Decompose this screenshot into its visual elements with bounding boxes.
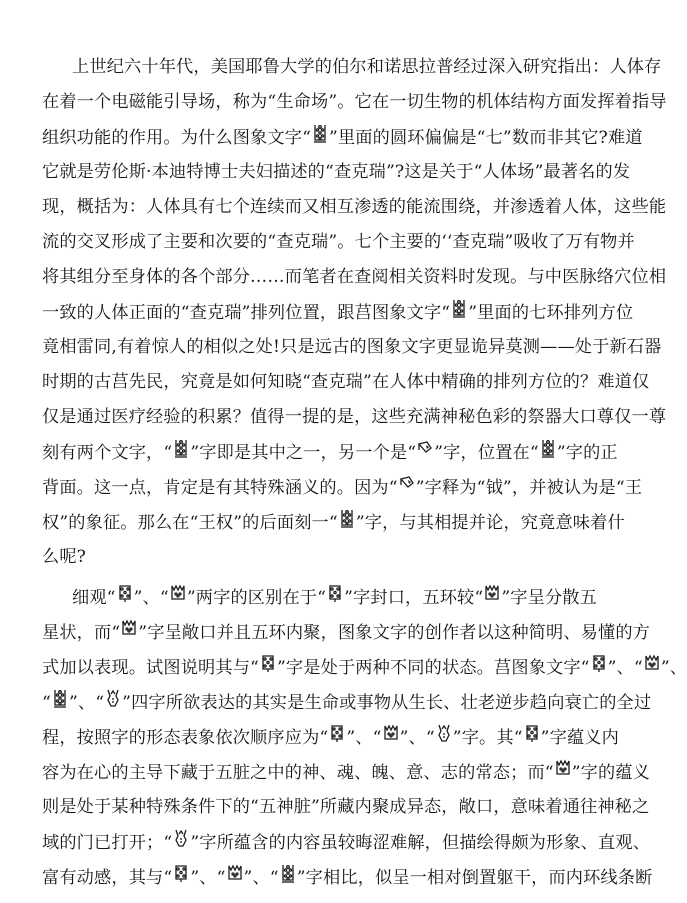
paragraph-1-line-6: 流的交叉形成了主要和次要的“查克瑞”。七个主要的‘‘查克瑞”吸收了万有物并	[42, 232, 635, 252]
paragraph-1-line-11: 仅是通过医疗经验的积累？值得一提的是，这些充满神秘色彩的祭器大口尊仅一尊	[42, 407, 667, 427]
paragraph-1-line-5: 现，概括为：人体具有七个连续而又相互渗透的能流围绕，并渗透着人体，这些能	[42, 197, 667, 217]
paragraph-1-line-3: 组织功能的作用。为什么图象文字“ ”里面的圆环偏偏是“七”数而非其它?难道	[42, 123, 590, 151]
open-crown-glyph-icon	[170, 583, 186, 603]
closed-five-ring-glyph-icon	[524, 723, 540, 743]
paragraph-1-line-14: 权”的象征。那么在“王权”的后面刻一“ ”字，与其相提并论，究竟意味着什	[42, 508, 590, 536]
open-crown-glyph-icon	[121, 618, 137, 638]
paragraph-1-line-10: 时期的古莒先民，究竟是如何知晓“查克瑞”在人体中精确的排列方位的？难道仅	[42, 372, 650, 392]
paragraph-2-line-7: 则是处于某种特殊条件下的“五神脏”所藏内聚成异态，敞口，意味着通往神秘之	[42, 797, 650, 817]
paragraph-2-line-1: 细观“ ”、“ ”两字的区别在于“ ”字封口，五环较“ ”字呈分散五	[72, 583, 590, 611]
inverted-torso-glyph-icon	[105, 688, 121, 708]
yue-axe-glyph-icon	[399, 473, 415, 493]
seven-ring-glyph-icon	[173, 438, 189, 458]
paragraph-2-line-9: 富有动感，其与“ ”、“ ”、“ ”字相比，似呈一相对倒置躯干，而内环线条断	[42, 863, 590, 891]
seven-ring-glyph-icon	[312, 123, 328, 143]
seven-ring-glyph-icon	[52, 688, 68, 708]
closed-five-ring-glyph-icon	[329, 723, 345, 743]
inverted-torso-glyph-icon	[173, 828, 189, 848]
paragraph-2-line-8: 域的门已打开；“ ”字所蕴含的内容虽较晦涩难解，但描绘得颇为形象、直观、	[42, 828, 590, 856]
paragraph-1-line-1: 上世纪六十年代，美国耶鲁大学的伯尔和诺思拉普经过深入研究指出：人体存	[72, 57, 662, 77]
paragraph-2-line-4: “ ”、“ ”四字所欲表达的其实是生命或事物从生长、壮老逆步趋向衰亡的全过	[42, 688, 590, 716]
closed-five-ring-glyph-icon	[591, 653, 607, 673]
seven-ring-glyph-icon	[451, 298, 467, 318]
seven-ring-glyph-icon	[339, 508, 355, 528]
paragraph-1-line-9: 竟相雷同,有着惊人的相似之处!只是远古的图象文字更显诡异莫测——处于新石器	[42, 337, 662, 357]
seven-ring-glyph-icon	[280, 863, 296, 883]
closed-five-ring-glyph-icon	[117, 583, 133, 603]
closed-five-ring-glyph-icon	[327, 583, 343, 603]
paragraph-1-line-12: 刻有两个文字，“ ”字即是其中之一，另一个是“ ”字，位置在“ ”字的正	[42, 438, 590, 466]
paragraph-2-line-3: 式加以表现。试图说明其与“ ”字是处于两种不同的状态。莒图象文字“ ”、“ ”、	[42, 653, 590, 681]
yue-axe-glyph-icon	[417, 438, 433, 458]
seven-ring-glyph-icon	[540, 438, 556, 458]
paragraph-1-line-4: 它就是劳伦斯·本迪特博士夫妇描述的“查克瑞”?这是关于“人体场”最著名的发	[42, 162, 631, 182]
paragraph-1-line-8: 一致的人体正面的“查克瑞”排列位置，跟莒图象文字“ ”里面的七环排列方位	[42, 298, 590, 326]
closed-five-ring-glyph-icon	[260, 653, 276, 673]
inverted-torso-glyph-icon	[436, 723, 452, 743]
paragraph-1-line-7: 将其组分至身体的各个部分……而笔者在查阅相关资料时发现。与中医脉络穴位相	[42, 267, 667, 287]
open-crown-glyph-icon	[644, 653, 660, 673]
paragraph-1-line-13: 背面。这一点，肯定是有其特殊涵义的。因为“ ”字释为“钺”，并被认为是“王	[42, 473, 590, 501]
open-crown-glyph-icon	[383, 723, 399, 743]
open-crown-glyph-icon	[227, 863, 243, 883]
paragraph-2-line-6: 容为在心的主导下藏于五脏之中的神、魂、魄、意、志的常态；而“ ”字的蕴义	[42, 758, 590, 786]
paragraph-2-line-5: 程，按照字的形态表象依次顺序应为“ ”、“ ”、“ ”字。其“ ”字蕴义内	[42, 723, 590, 751]
paragraph-2-line-2: 星状，而“ ”字呈敞口并且五环内聚，图象文字的创作者以这种简明、易懂的方	[42, 618, 590, 646]
paragraph-1-line-15: 么呢?	[42, 547, 87, 567]
open-crown-glyph-icon	[555, 758, 571, 778]
closed-five-ring-glyph-icon	[173, 863, 189, 883]
open-crown-glyph-icon	[484, 583, 500, 603]
paragraph-1-line-2: 在着一个电磁能引导场，称为“生命场”。它在一切生物的机体结构方面发挥着指导	[42, 92, 667, 112]
